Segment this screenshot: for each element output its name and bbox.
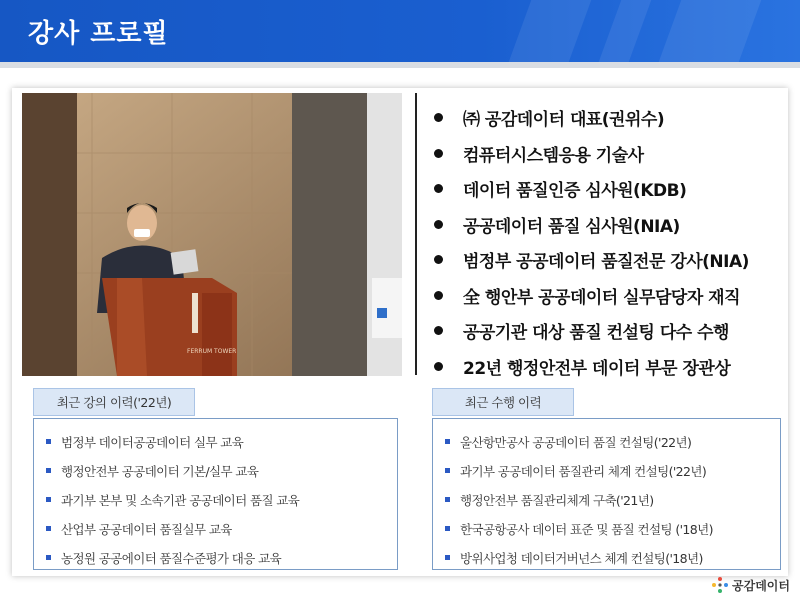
list-item-text: 22년 행정안전부 데이터 부문 장관상 — [463, 358, 731, 379]
list-item-text: 행정안전부 공공데이터 기본/실무 교육 — [61, 463, 259, 479]
bullet-icon — [445, 497, 450, 502]
logo-text: 공감데이터 — [732, 578, 790, 593]
list-item — [430, 278, 790, 314]
list-item — [433, 456, 780, 485]
bullet-icon — [46, 497, 51, 502]
list-item — [34, 543, 397, 572]
profile-list — [430, 100, 790, 384]
bullet-icon — [46, 468, 51, 473]
list-item — [34, 514, 397, 543]
list-item — [433, 514, 780, 543]
bullet-icon — [445, 439, 450, 444]
list-item-text: 울산항만공사 공공데이터 품질 컨설팅('22년) — [460, 434, 692, 450]
bullet-icon — [445, 526, 450, 531]
list-item — [433, 485, 780, 514]
bullet-icon — [434, 113, 443, 122]
list-item — [430, 136, 790, 172]
lecture-history-box — [33, 418, 398, 570]
bullet-icon — [434, 184, 443, 193]
list-item — [430, 207, 790, 243]
list-item-text: 범정부 데이터공공데이터 실무 교육 — [61, 434, 244, 450]
list-item — [34, 427, 397, 456]
bullet-icon — [445, 468, 450, 473]
list-item-text: 범정부 공공데이터 품질전문 강사(NIA) — [463, 252, 749, 273]
bullet-icon — [434, 326, 443, 335]
list-item — [430, 242, 790, 278]
list-item — [34, 485, 397, 514]
list-item — [430, 171, 790, 207]
list-item — [430, 100, 790, 136]
podium-label: FERRUM TOWER — [187, 348, 237, 355]
list-item-text: 全 행안부 공공데이터 실무담당자 재직 — [463, 287, 741, 308]
project-history-title: 최근 수행 이력 — [432, 388, 574, 416]
header-divider — [0, 62, 800, 68]
presenter-photo — [22, 93, 402, 376]
list-item — [34, 456, 397, 485]
header-bar — [0, 0, 800, 62]
bullet-icon — [434, 291, 443, 300]
list-item-text: 방위사업청 데이터거버넌스 체계 컨설팅('18년) — [460, 550, 703, 566]
list-item — [433, 427, 780, 456]
list-item-text: ㈜ 공감데이터 대표(권위수) — [463, 110, 665, 131]
list-item-text: 데이터 품질인증 심사원(KDB) — [463, 181, 687, 202]
list-item — [433, 543, 780, 572]
bullet-icon — [46, 439, 51, 444]
list-item-text: 산업부 공공데이터 품질실무 교육 — [61, 521, 232, 537]
company-logo — [711, 576, 790, 594]
project-history-box — [432, 418, 781, 570]
bullet-icon — [46, 526, 51, 531]
list-item-text: 행정안전부 품질관리체계 구축('21년) — [460, 492, 654, 508]
list-item-text: 공공데이터 품질 심사원(NIA) — [463, 216, 680, 237]
list-item-text: 과기부 본부 및 소속기관 공공데이터 품질 교육 — [61, 492, 300, 508]
list-item-text: 한국공항공사 데이터 표준 및 품질 컨설팅 ('18년) — [460, 521, 713, 537]
bullet-icon — [434, 149, 443, 158]
list-item-text: 컴퓨터시스템응용 기술사 — [463, 145, 644, 166]
bullet-icon — [445, 555, 450, 560]
lecture-history-title: 최근 강의 이력('22년) — [33, 388, 195, 416]
bullet-icon — [434, 220, 443, 229]
list-item-text: 농정원 공공에이터 품질수준평가 대응 교육 — [61, 550, 282, 566]
list-item-text: 과기부 공공데이터 품질관리 체계 컨설팅('22년) — [460, 463, 707, 479]
page-title: 강사 프로필 — [28, 19, 169, 49]
list-item-text: 공공기관 대상 품질 컨설팅 다수 수행 — [463, 323, 729, 344]
list-item — [430, 349, 790, 385]
vertical-divider — [415, 93, 417, 375]
bullet-icon — [46, 555, 51, 560]
bullet-icon — [434, 255, 443, 264]
bullet-icon — [434, 362, 443, 371]
logo-icon — [711, 576, 729, 594]
list-item — [430, 313, 790, 349]
